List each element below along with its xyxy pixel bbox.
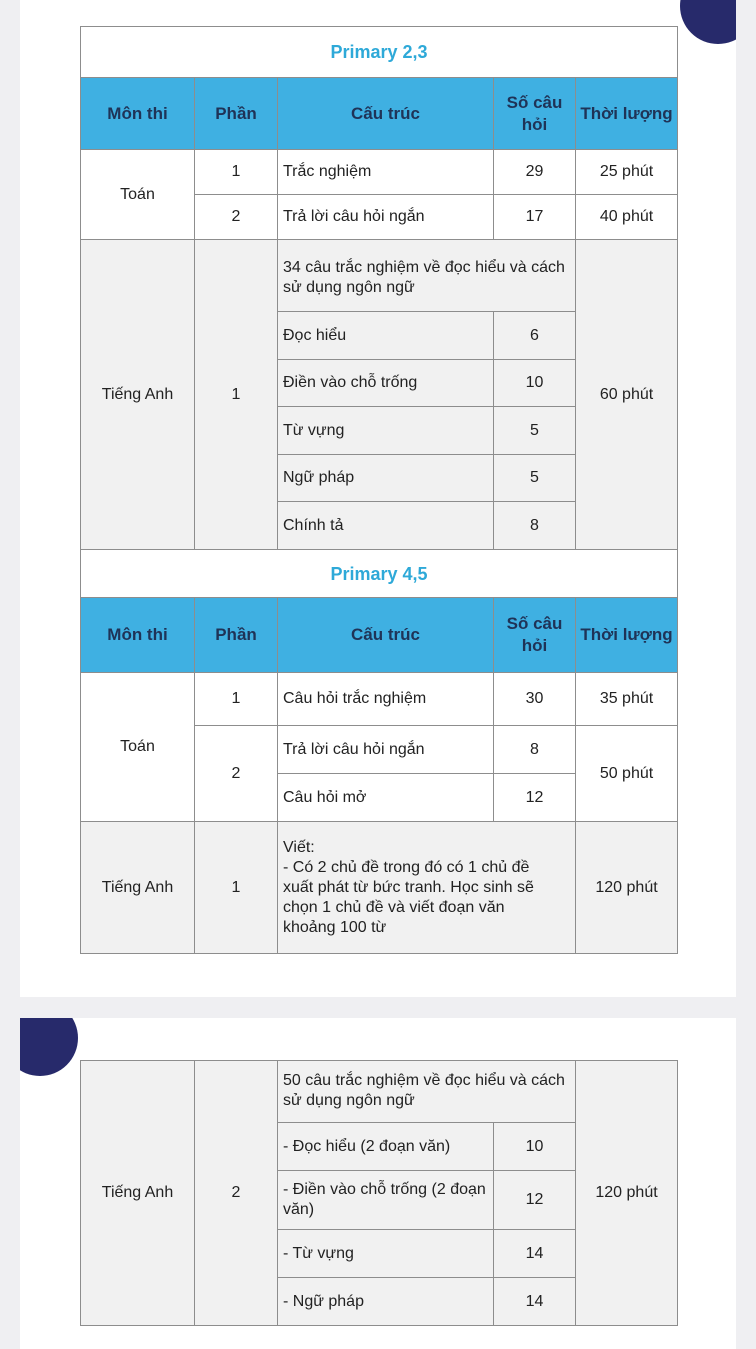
count-cell: 30	[494, 673, 576, 726]
duration-cell: 50 phút	[576, 726, 678, 822]
english-item-label: Chính tả	[278, 502, 494, 550]
subject-english: Tiếng Anh	[81, 240, 195, 550]
subject-english: Tiếng Anh	[81, 822, 195, 954]
header-subject: Môn thi	[81, 598, 195, 673]
structure-cell: Trả lời câu hỏi ngắn	[278, 195, 494, 240]
corner-decoration	[680, 0, 736, 44]
english-item-label: - Ngữ pháp	[278, 1278, 494, 1326]
part-cell: 2	[195, 726, 278, 822]
part-cell: 1	[195, 240, 278, 550]
english-item-count: 6	[494, 312, 576, 360]
corner-decoration	[20, 1018, 78, 1076]
count-cell: 12	[494, 774, 576, 822]
document-page-1	[20, 0, 736, 997]
header-part: Phần	[195, 598, 278, 673]
english-item-label: - Đọc hiểu (2 đoạn văn)	[278, 1123, 494, 1171]
english-item-label: Ngữ pháp	[278, 455, 494, 502]
english-item-count: 12	[494, 1171, 576, 1230]
english-intro: 50 câu trắc nghiệm về đọc hiểu và cách sử dụng ngôn ngữ	[278, 1061, 576, 1123]
header-duration: Thời lượng	[576, 78, 678, 150]
duration-cell: 120 phút	[576, 1061, 678, 1326]
duration-cell: 120 phút	[576, 822, 678, 954]
writing-task: Viết: - Có 2 chủ đề trong đó có 1 chủ đề xuất phát từ bức tranh. Học sinh sẽ chọn 1 chủ đề và viết đoạn văn khoảng 100 từ	[278, 822, 576, 954]
header-subject: Môn thi	[81, 78, 195, 150]
structure-cell: Câu hỏi mở	[278, 774, 494, 822]
structure-cell: Trả lời câu hỏi ngắn	[278, 726, 494, 774]
duration-cell: 60 phút	[576, 240, 678, 550]
english-intro: 34 câu trắc nghiệm về đọc hiểu và cách sử dụng ngôn ngữ	[278, 240, 576, 312]
english-item-count: 10	[494, 360, 576, 407]
part-cell: 2	[195, 195, 278, 240]
duration-cell: 25 phút	[576, 150, 678, 195]
header-question-count: Số câu hỏi	[494, 78, 576, 150]
english-item-label: Đọc hiểu	[278, 312, 494, 360]
part-cell: 1	[195, 673, 278, 726]
english-item-label: - Từ vựng	[278, 1230, 494, 1278]
subject-english: Tiếng Anh	[81, 1061, 195, 1326]
english-item-count: 5	[494, 407, 576, 455]
english-item-count: 14	[494, 1230, 576, 1278]
part-cell: 2	[195, 1061, 278, 1326]
english-item-label: - Điền vào chỗ trống (2 đoạn văn)	[278, 1171, 494, 1230]
structure-cell: Trắc nghiệm	[278, 150, 494, 195]
header-structure: Cấu trúc	[278, 78, 494, 150]
count-cell: 17	[494, 195, 576, 240]
count-cell: 29	[494, 150, 576, 195]
header-duration: Thời lượng	[576, 598, 678, 673]
subject-math: Toán	[81, 673, 195, 822]
english-item-count: 14	[494, 1278, 576, 1326]
header-structure: Cấu trúc	[278, 598, 494, 673]
section-title-primary-2-3: Primary 2,3	[81, 27, 678, 78]
header-part: Phần	[195, 78, 278, 150]
duration-cell: 40 phút	[576, 195, 678, 240]
exam-structure-table	[80, 26, 678, 954]
part-cell: 1	[195, 822, 278, 954]
part-cell: 1	[195, 150, 278, 195]
header-question-count: Số câu hỏi	[494, 598, 576, 673]
english-item-count: 10	[494, 1123, 576, 1171]
structure-cell: Câu hỏi trắc nghiệm	[278, 673, 494, 726]
section-title-primary-4-5: Primary 4,5	[81, 550, 678, 598]
english-item-label: Điền vào chỗ trống	[278, 360, 494, 407]
english-item-label: Từ vựng	[278, 407, 494, 455]
english-item-count: 8	[494, 502, 576, 550]
exam-structure-table-continued	[80, 1060, 678, 1326]
subject-math: Toán	[81, 150, 195, 240]
count-cell: 8	[494, 726, 576, 774]
duration-cell: 35 phút	[576, 673, 678, 726]
english-item-count: 5	[494, 455, 576, 502]
document-page-2	[20, 1018, 736, 1349]
